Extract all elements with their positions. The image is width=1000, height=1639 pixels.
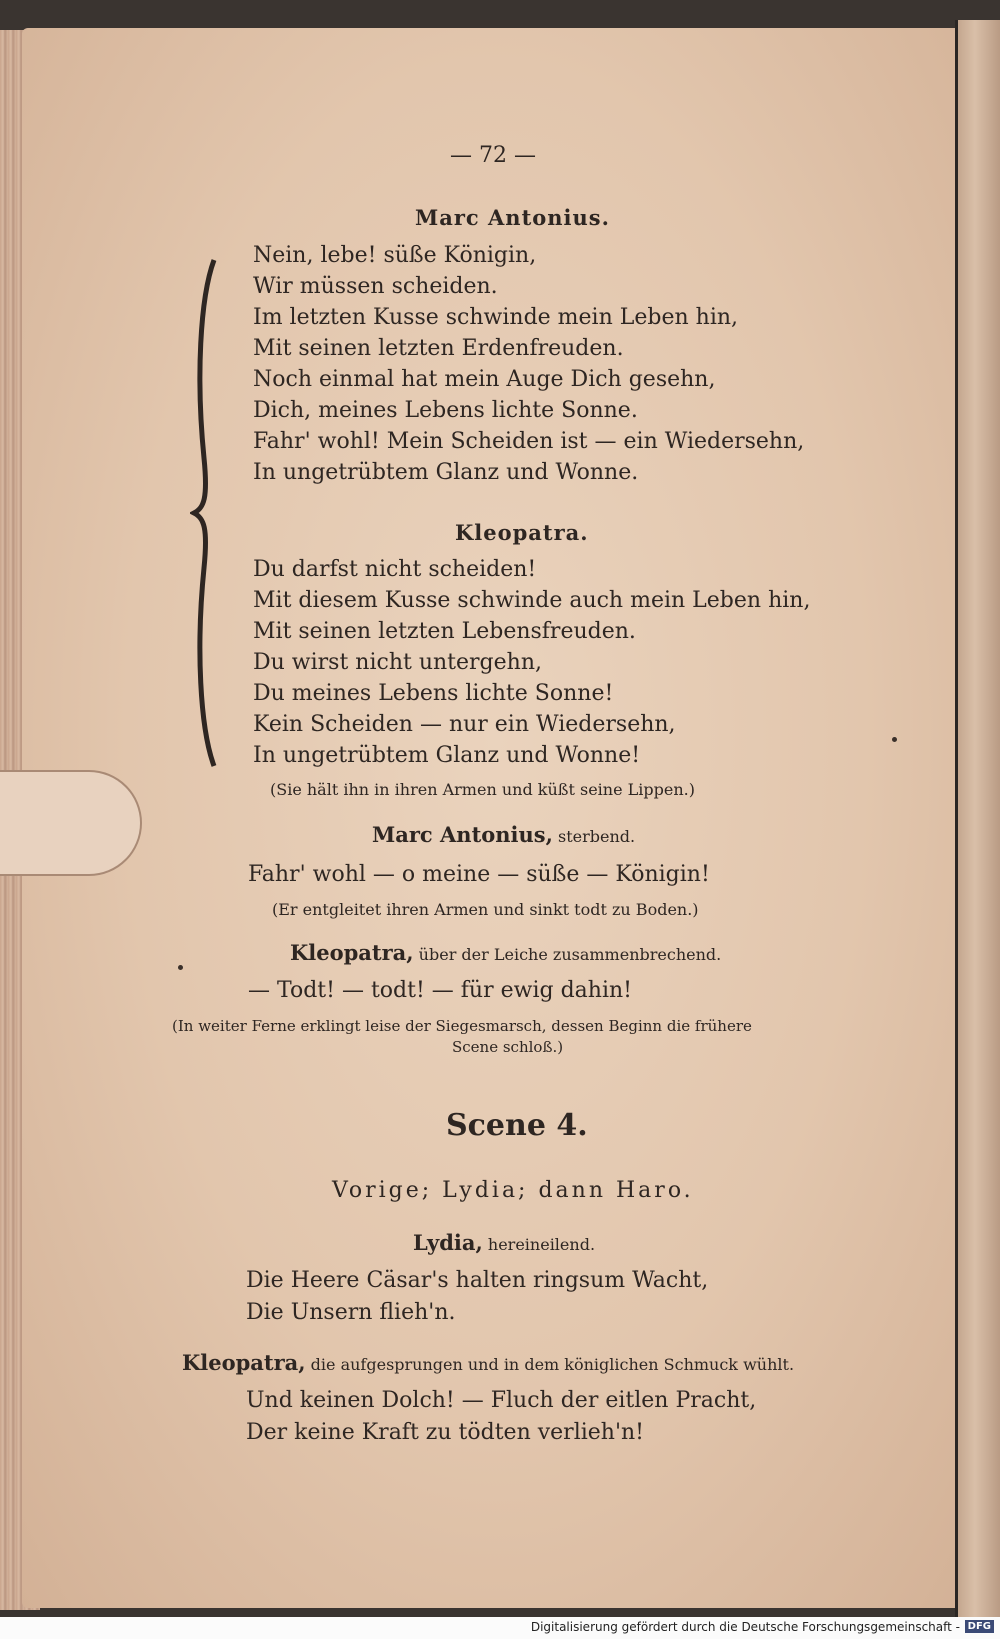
ink-speck bbox=[178, 965, 183, 970]
footer-credit: Digitalisierung gefördert durch die Deutsche Forschungsgemeinschaft - bbox=[530, 1620, 960, 1634]
verse-line: Du meines Lebens lichte Sonne! bbox=[253, 681, 614, 706]
verse-line: Mit seinen letzten Lebensfreuden. bbox=[253, 619, 636, 644]
stage-direction: Scene schloß.) bbox=[452, 1038, 564, 1056]
scene-title: Scene 4. bbox=[446, 1108, 588, 1143]
speaker-annotation: über der Leiche zusammenbrechend. bbox=[418, 945, 722, 964]
verse-line: Nein, lebe! süße Königin, bbox=[253, 243, 537, 268]
verse-line: Noch einmal hat mein Auge Dich gesehn, bbox=[253, 367, 716, 392]
stage-direction: (Sie hält ihn in ihren Armen und küßt seine Lippen.) bbox=[270, 780, 695, 799]
verse-line: Und keinen Dolch! — Fluch der eitlen Pracht, bbox=[246, 1388, 757, 1413]
verse-line: Kein Scheiden — nur ein Wiedersehn, bbox=[253, 712, 676, 737]
verse-line: Der keine Kraft zu tödten verlieh'n! bbox=[246, 1420, 645, 1445]
speaker-name: Kleopatra, bbox=[182, 1350, 306, 1375]
bookmark-tab bbox=[0, 770, 142, 876]
verse-line: Fahr' wohl — o meine — süße — Königin! bbox=[248, 862, 710, 887]
next-page-edge bbox=[958, 20, 1000, 1620]
speaker-name: Kleopatra. bbox=[455, 520, 589, 545]
dfg-logo: DFG bbox=[965, 1620, 994, 1633]
verse-line: Du darfst nicht scheiden! bbox=[253, 557, 537, 582]
speaker-name: Marc Antonius. bbox=[415, 205, 610, 230]
curly-brace bbox=[190, 258, 230, 768]
speaker-annotation: sterbend. bbox=[558, 827, 636, 846]
scene-characters: Vorige; Lydia; dann Haro. bbox=[332, 1178, 694, 1203]
verse-line: Wir müssen scheiden. bbox=[253, 274, 498, 299]
speaker-line bbox=[372, 822, 635, 847]
speaker-line bbox=[413, 1230, 595, 1255]
verse-line: Fahr' wohl! Mein Scheiden ist — ein Wiedersehn, bbox=[253, 429, 805, 454]
verse-line: Mit seinen letzten Erdenfreuden. bbox=[253, 336, 624, 361]
verse-line: In ungetrübtem Glanz und Wonne. bbox=[253, 460, 639, 485]
stage-direction: (In weiter Ferne erklingt leise der Siegesmarsch, dessen Beginn die frühere bbox=[172, 1017, 752, 1035]
verse-line: Mit diesem Kusse schwinde auch mein Leben hin, bbox=[253, 588, 811, 613]
speaker-name: Marc Antonius, bbox=[372, 822, 553, 847]
verse-line: Du wirst nicht untergehn, bbox=[253, 650, 542, 675]
verse-line: Die Unsern flieh'n. bbox=[246, 1300, 456, 1325]
speaker-line bbox=[290, 940, 721, 965]
verse-line: Dich, meines Lebens lichte Sonne. bbox=[253, 398, 638, 423]
verse-line: Die Heere Cäsar's halten ringsum Wacht, bbox=[246, 1268, 709, 1293]
verse-line: — Todt! — todt! — für ewig dahin! bbox=[248, 978, 632, 1003]
page-number: — 72 — bbox=[450, 143, 536, 168]
verse-line: In ungetrübtem Glanz und Wonne! bbox=[253, 743, 641, 768]
speaker-name: Kleopatra, bbox=[290, 940, 414, 965]
ink-speck bbox=[892, 737, 897, 742]
stage-direction: (Er entgleitet ihren Armen und sinkt todt zu Boden.) bbox=[272, 900, 699, 919]
speaker-annotation: hereineilend. bbox=[487, 1235, 596, 1254]
speaker-name: Lydia, bbox=[413, 1230, 483, 1255]
speaker-annotation: die aufgesprungen und in dem königlichen Schmuck wühlt. bbox=[310, 1355, 795, 1374]
verse-line: Im letzten Kusse schwinde mein Leben hin, bbox=[253, 305, 739, 330]
speaker-line bbox=[182, 1350, 794, 1375]
